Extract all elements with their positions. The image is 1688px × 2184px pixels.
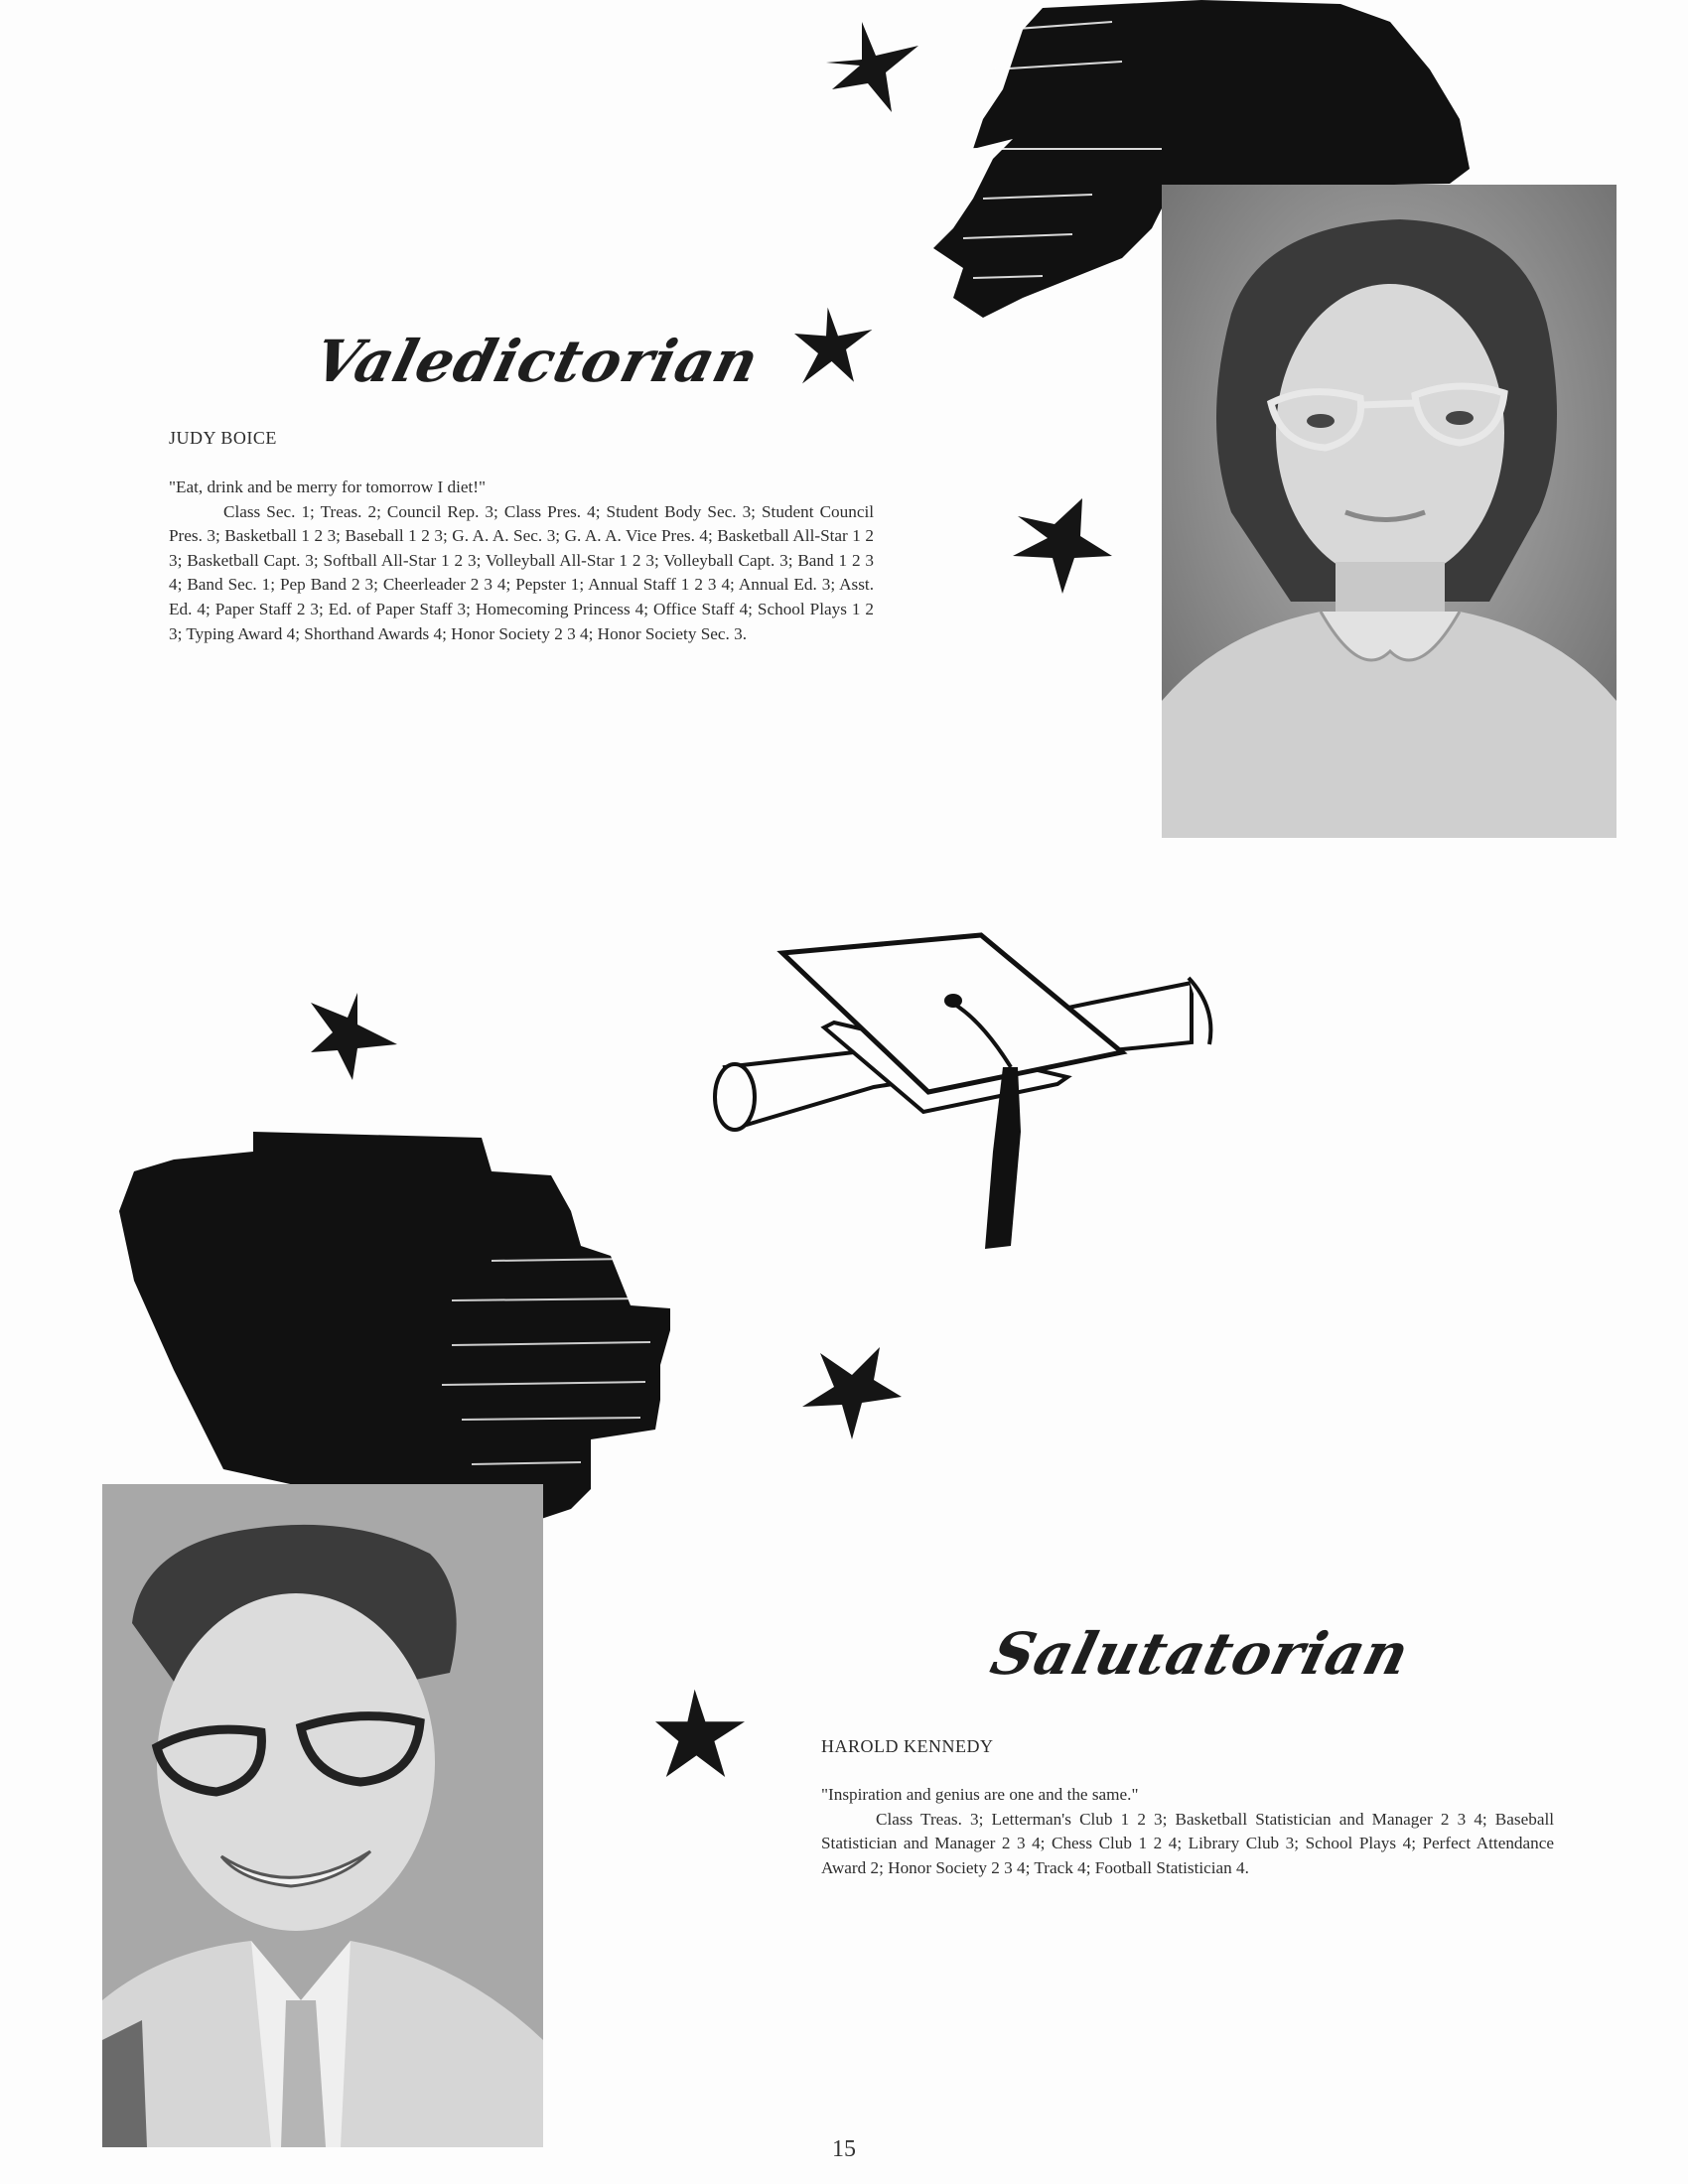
- star-icon: [824, 18, 923, 117]
- page-number: 15: [832, 2136, 856, 2162]
- star-icon: [1013, 496, 1112, 596]
- star-icon: [303, 983, 402, 1082]
- valedictorian-motto: "Eat, drink and be merry for tomorrow I diet!": [169, 478, 487, 496]
- star-icon: [655, 1688, 745, 1777]
- salutatorian-bio: [821, 1783, 1554, 1880]
- valedictorian-heading: Valedictorian: [307, 328, 767, 395]
- graduation-cap-icon: [695, 913, 1251, 1271]
- salutatorian-name: HAROLD KENNEDY: [821, 1736, 994, 1756]
- star-icon: [794, 306, 874, 385]
- salutatorian-motto: "Inspiration and genius are one and the same.": [821, 1785, 1139, 1804]
- salutatorian-activities: Class Treas. 3; Letterman's Club 1 2 3; Basketball Statistician and Manager 2 3 4; Baseball Statistician and Manager 2 3 4; Chess Club 1 2 4; Library Club 3; School Plays 4; Perfect Attendance Award 2; Honor Society 2 3 4; Track 4; Football Statistician 4.: [821, 1809, 1554, 1877]
- valedictorian-photo: [1162, 185, 1617, 838]
- salutatorian-photo: [102, 1484, 543, 2147]
- star-icon: [802, 1345, 902, 1444]
- salutatorian-heading: Salutatorian: [984, 1620, 1417, 1688]
- valedictorian-bio: [169, 476, 874, 646]
- valedictorian-name: JUDY BOICE: [169, 428, 277, 448]
- valedictorian-activities: Class Sec. 1; Treas. 2; Council Rep. 3; Class Pres. 4; Student Body Sec. 3; Student Council Pres. 3; Basketball 1 2 3; Baseball 1 2 3; G. A. A. Sec. 3; G. A. A. Vice Pres. 4; Basketball All-Star 1 2 3; Basketball Capt. 3; Softball All-Star 1 2 3; Volleyball All-Star 1 2 3; Volleyball Capt. 3; Band 1 2 3 4; Band Sec. 1; Pep Band 2 3; Cheerleader 2 3 4; Pepster 1; Annual Staff 1 2 3 4; Annual Ed. 3; Asst. Ed. 4; Paper Staff 2 3; Ed. of Paper Staff 3; Homecoming Princess 4; Office Staff 4; School Plays 1 2 3; Typing Award 4; Shorthand Awards 4; Honor Society 2 3 4; Honor Society Sec. 3.: [169, 501, 874, 643]
